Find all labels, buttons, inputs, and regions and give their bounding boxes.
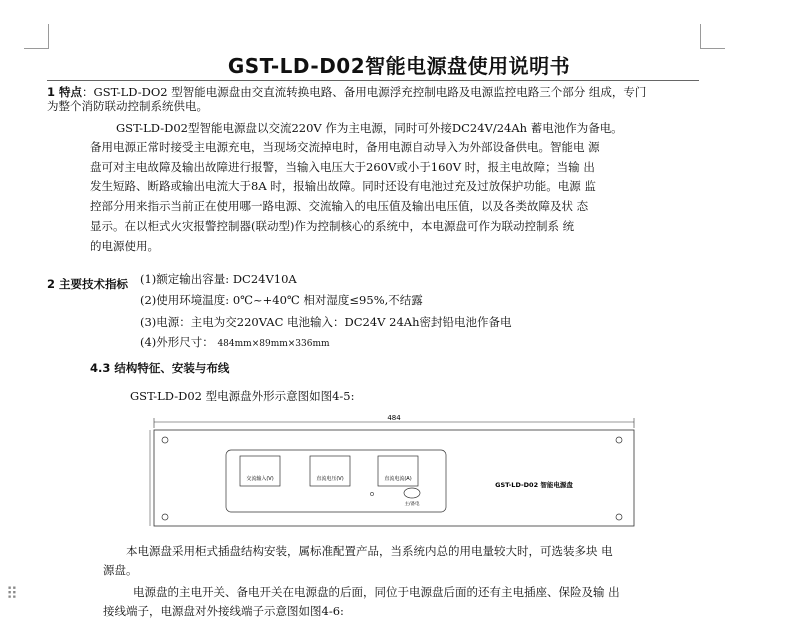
spec-item-1: (1)额定输出容量: DC24V10A xyxy=(140,272,297,286)
sec1-heading: 1 特点 xyxy=(47,85,83,99)
sec1-para-line4: 发生短路、断路或输出电流大于8A 时，报输出故障。同时还设有电池过充及过放保护功能。电源 监 xyxy=(90,179,596,193)
sec1-para-line2: 备用电源正常时接受主电源充电，当现场交流掉电时，备用电源自动导入为外部设备供电。智能电 源 xyxy=(90,140,600,154)
switch-knob-label: 主/备电 xyxy=(404,502,420,507)
mount-hole-br xyxy=(616,514,622,520)
sec1-para-line5: 控部分用来指示当前正在使用哪一路电源、交流输入的电压值及输出电压值，以及各类故障及状 态 xyxy=(90,199,589,213)
sec3-para2-line1: 电源盘的主电开关、备电开关在电源盘的后面，同位于电源盘后面的还有主电插座、保险及输 出 xyxy=(133,585,620,599)
document-title: GST-LD-D02智能电源盘使用说明书 xyxy=(227,54,571,78)
sec3-para2-line2: 接线端子，电源盘对外接线端子示意图如图4-6: xyxy=(103,604,344,618)
meter-label-2: 直流电压(V) xyxy=(316,476,344,482)
sec1-para-line1: GST-LD-D02型智能电源盘以交流220V 作为主电源，同时可外接DC24V/24Ah 蓄电池作为备电。 xyxy=(116,121,623,135)
power-panel-diagram xyxy=(148,414,640,532)
sec1-para-line3: 盘可对主电故障及输出故障进行报警，当输入电压大于260V或小于160V 时，报主电故障；当输 出 xyxy=(90,160,595,174)
sec3-para1-line1: 本电源盘采用柜式插盘结构安装，属标准配置产品，当系统内总的用电量较大时，可选装多块 电 xyxy=(126,544,613,558)
mount-hole-tl xyxy=(162,437,168,443)
meter-label-3: 直流电流(A) xyxy=(384,476,412,482)
sec1-para-line7: 的电源使用。 xyxy=(90,239,159,253)
title-underline xyxy=(47,80,699,81)
drag-handle-icon[interactable]: ⠿ xyxy=(6,584,18,603)
page-corner-mark-left xyxy=(24,24,49,49)
mount-hole-bl xyxy=(162,514,168,520)
panel-model-label: GST-LD-D02 智能电源盘 xyxy=(495,481,573,489)
sec1-line1-text: ：GST-LD-DO2 型智能电源盘由交直流转换电路、备用电源浮充控制电路及电源监控电路三个部分 组成，专门 xyxy=(82,85,647,99)
spec-item-4-value: 484mm×89mm×336mm xyxy=(217,339,330,349)
indicator-dot xyxy=(370,492,373,495)
spec-item-3: (3)电源：主电为交220VAC 电池输入：DC24V 24Ah密封铅电池作备电 xyxy=(140,315,512,329)
sec1-line2: 为整个消防联动控制系统供电。 xyxy=(47,99,208,113)
meter-label-1: 交流输入(V) xyxy=(246,476,274,482)
switch-knob xyxy=(404,488,420,498)
page-corner-mark-right xyxy=(700,24,725,49)
mount-hole-tr xyxy=(616,437,622,443)
sec3-heading: 4.3 结构特征、安装与布线 xyxy=(90,361,230,375)
spec-item-4 xyxy=(140,333,330,354)
sec3-para1-line2: 源盘。 xyxy=(103,563,138,577)
spec-item-2: (2)使用环境温度: 0℃~+40℃ 相对湿度≤95%,不结露 xyxy=(140,293,423,307)
dim-width-label: 484 xyxy=(387,414,401,422)
figure-caption: GST-LD-D02 型电源盘外形示意图如图4-5: xyxy=(130,389,355,403)
sec2-heading: 2 主要技术指标 xyxy=(47,277,129,291)
sec1-para-line6: 显示。在以柜式火灾报警控制器(联动型)作为控制核心的系统中，本电源盘可作为联动控制系 统 xyxy=(90,219,575,233)
spec-item-4-label: (4)外形尺寸： xyxy=(140,335,214,349)
